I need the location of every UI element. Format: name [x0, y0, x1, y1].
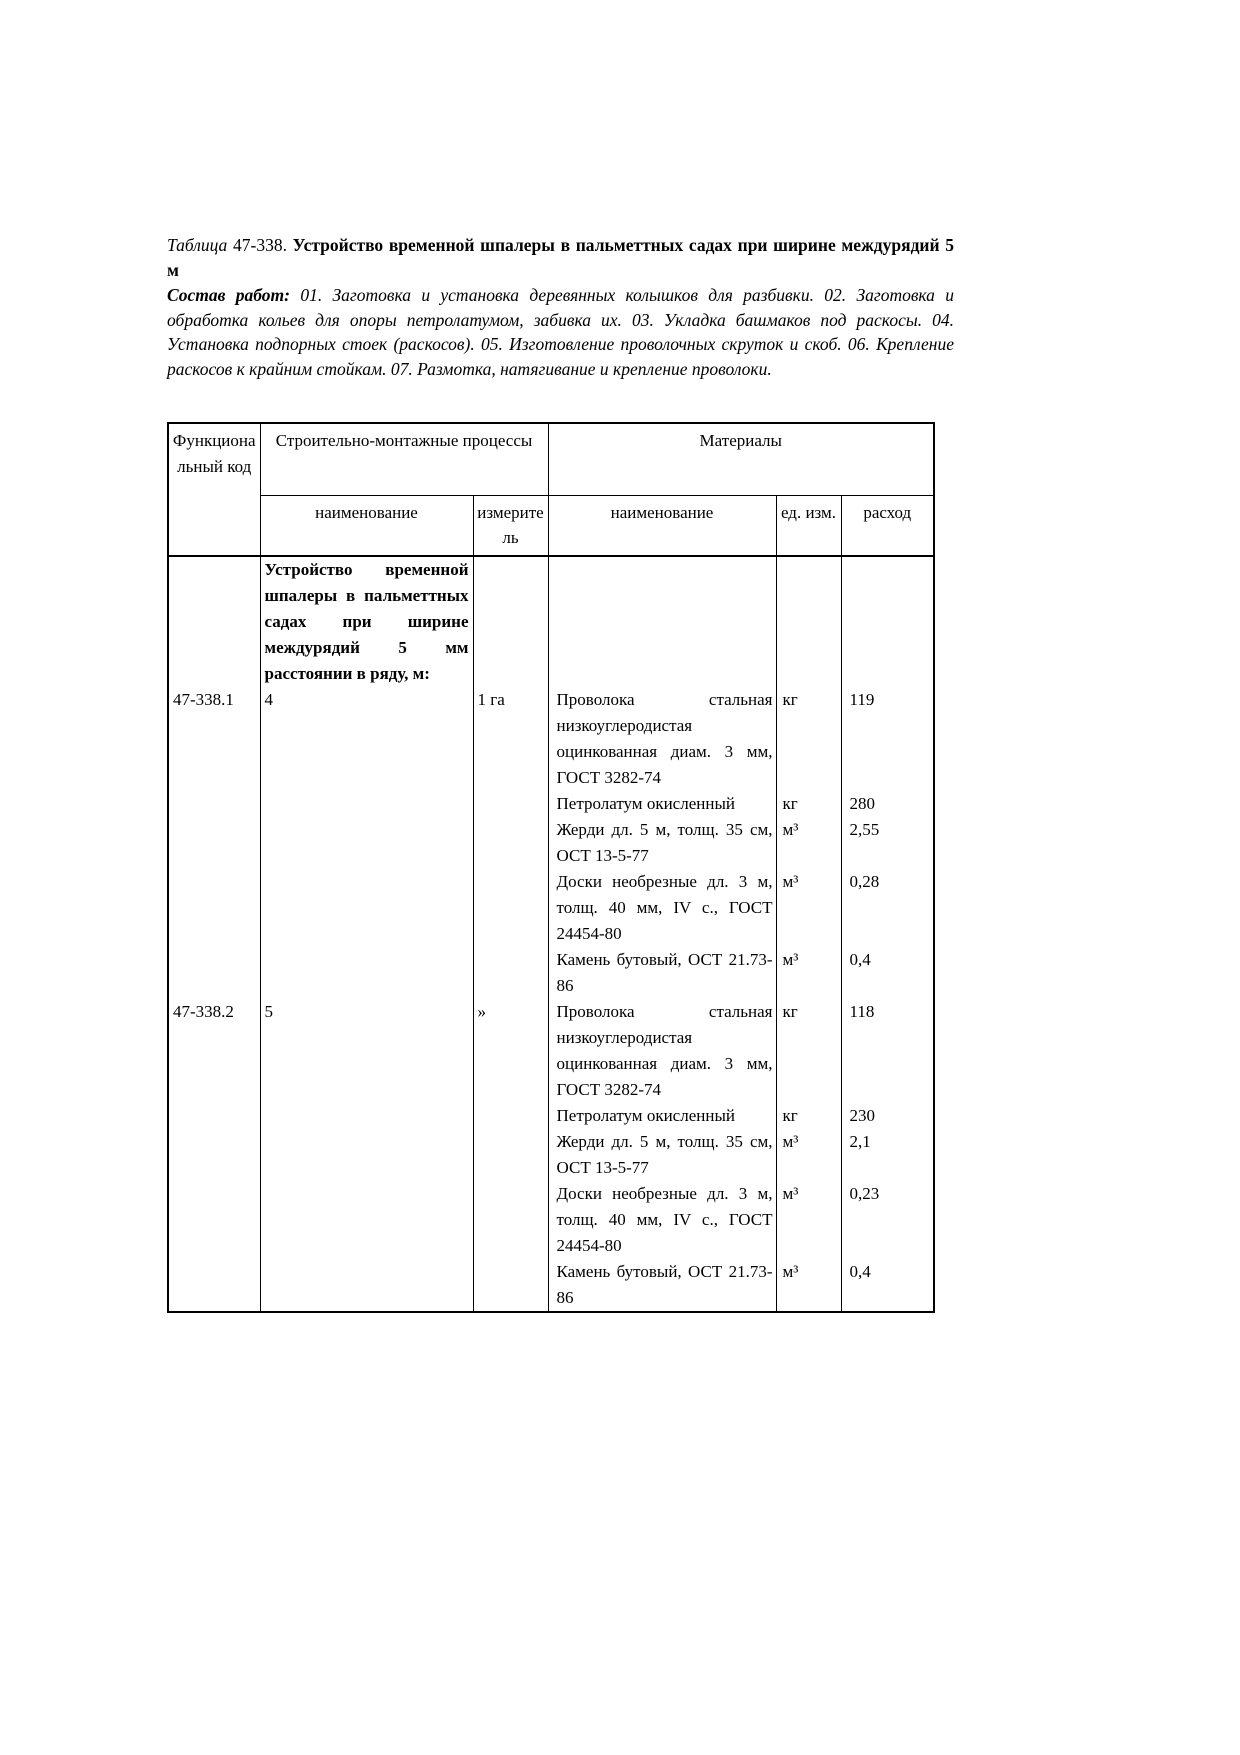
header-process-measure: измеритель [473, 495, 548, 556]
cell-functional-code: 47-338.1 [168, 687, 260, 999]
header-functional-code: Функциональный код [168, 423, 260, 556]
cell-process-name: 5 [260, 999, 473, 1312]
header-material-name: наименование [548, 495, 776, 556]
cell-material-unit: м³ [776, 1129, 841, 1181]
cell-material-name: Петролатум окисленный [548, 1103, 776, 1129]
cell-section-title: Устройство временной шпалеры в пальметтных садах при ширине междурядий 5 мм расстоянии в ряду, м: [260, 556, 473, 687]
cell-process-measure: 1 га [473, 687, 548, 999]
table-header [168, 423, 934, 556]
cell-material-name: Доски необрезные дл. 3 м, толщ. 40 мм, IV с., ГОСТ 24454-80 [548, 1181, 776, 1259]
cell-material-rate: 0,4 [841, 1259, 934, 1312]
cell-material-rate: 230 [841, 1103, 934, 1129]
cell-material-rate: 119 [841, 687, 934, 791]
cell-material-name [548, 556, 776, 687]
cell-material-unit: м³ [776, 947, 841, 999]
cell-functional-code [168, 556, 260, 687]
cell-material-rate: 0,23 [841, 1181, 934, 1259]
cell-material-name: Петролатум окисленный [548, 791, 776, 817]
caption-title: Устройство временной шпалеры в пальметтных садах при ширине междурядий 5 м [167, 235, 955, 280]
cell-material-unit: кг [776, 687, 841, 791]
header-material-unit: ед. изм. [776, 495, 841, 556]
cell-material-unit: м³ [776, 817, 841, 869]
works-label: Состав работ: [167, 284, 290, 305]
caption-word-table: Таблица [167, 235, 228, 255]
cell-functional-code: 47-338.2 [168, 999, 260, 1312]
cell-material-name: Жерди дл. 5 м, толщ. 35 см, ОСТ 13-5-77 [548, 1129, 776, 1181]
cell-material-rate [841, 556, 934, 687]
cell-material-rate: 0,4 [841, 947, 934, 999]
material-row [168, 999, 934, 1103]
cell-material-name: Проволока стальная низкоуглеродистая оцинкованная диам. 3 мм, ГОСТ 3282-74 [548, 999, 776, 1103]
cell-process-measure: » [473, 999, 548, 1312]
material-row [168, 687, 934, 791]
cell-material-unit: кг [776, 999, 841, 1103]
header-row-groups [168, 423, 934, 495]
norms-table [167, 422, 935, 1313]
cell-material-rate: 280 [841, 791, 934, 817]
cell-material-rate: 118 [841, 999, 934, 1103]
caption-table-number: 47-338. [233, 235, 287, 255]
cell-material-unit: м³ [776, 1259, 841, 1312]
cell-material-rate: 0,28 [841, 869, 934, 947]
document-page [167, 233, 957, 1313]
cell-material-unit: м³ [776, 869, 841, 947]
cell-process-name: 4 [260, 687, 473, 999]
cell-material-name: Камень бутовый, ОСТ 21.73-86 [548, 1259, 776, 1312]
cell-material-unit [776, 556, 841, 687]
table-caption [167, 233, 954, 283]
header-process-name: наименование [260, 495, 473, 556]
cell-material-name: Камень бутовый, ОСТ 21.73-86 [548, 947, 776, 999]
cell-material-name: Проволока стальная низкоуглеродистая оцинкованная диам. 3 мм, ГОСТ 3282-74 [548, 687, 776, 791]
cell-material-name: Жерди дл. 5 м, толщ. 35 см, ОСТ 13-5-77 [548, 817, 776, 869]
header-material-rate: расход [841, 495, 934, 556]
table-body [168, 556, 934, 1312]
cell-material-unit: кг [776, 791, 841, 817]
header-processes-group: Строительно-монтажные процессы [260, 423, 548, 495]
cell-material-rate: 2,1 [841, 1129, 934, 1181]
works-text: 01. Заготовка и установка деревянных колышков для разбивки. 02. Заготовка и обработка кольев для опоры петролатумом, забивка их. 03. Укладка башмаков под раскосы. 04. Установка подпорных стоек (раскосов). 05. Изготовление проволочных скруток и скоб. 06. Крепление раскосов к крайним стойкам. 07. Размотка, натягивание и крепление проволоки. [167, 284, 955, 380]
section-title-row [168, 556, 934, 687]
cell-material-name: Доски необрезные дл. 3 м, толщ. 40 мм, IV с., ГОСТ 24454-80 [548, 869, 776, 947]
cell-material-unit: кг [776, 1103, 841, 1129]
cell-process-measure [473, 556, 548, 687]
header-materials-group: Материалы [548, 423, 934, 495]
cell-material-rate: 2,55 [841, 817, 934, 869]
cell-material-unit: м³ [776, 1181, 841, 1259]
works-paragraph [167, 283, 954, 382]
header-row-subcolumns [168, 495, 934, 556]
